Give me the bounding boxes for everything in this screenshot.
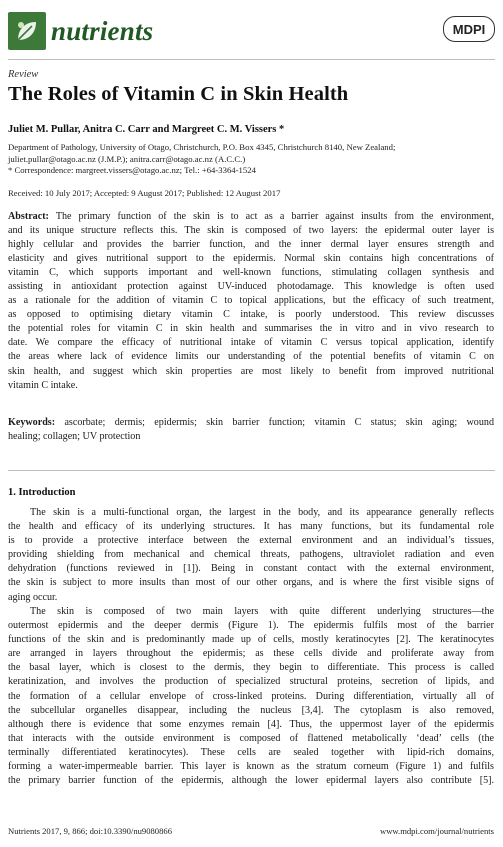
footer-url[interactable]: www.mdpi.com/journal/nutrients — [379, 826, 494, 836]
paragraph-line: The skin is a multi-functional organ, the largest in the body, and its appearance generally reflects — [30, 507, 494, 518]
paragraph-line: keratinization, and involves the production of specialized structural proteins, secretion of lipids, and — [8, 676, 494, 688]
journal-header — [8, 12, 495, 52]
paragraph-line: is to provide a protective interface between the external environment and an individual’s tissues, — [8, 535, 494, 547]
correspondence: * Correspondence: margreet.vissers@otago.ac.nz; Tel.: +64-3364-1524 — [8, 165, 256, 175]
keywords-label: Keywords: — [8, 417, 56, 428]
journal-name: nutrients — [51, 16, 154, 46]
abstract-line: the potential roles for vitamin C in skin health and summarises the in vitro and in vivo research to — [8, 323, 494, 335]
keywords-line: Keywords: ascorbate; dermis; epidermis; skin barrier function; vitamin C status; skin aging; wound — [8, 417, 494, 428]
author-list: Juliet M. Pullar, Anitra C. Carr and Margreet C. M. Vissers * — [8, 124, 285, 135]
paragraph-line: aging occur. — [8, 591, 58, 603]
paragraph-line: dehydration (functions reviewed in [1]). Being in constant contact with the external environment, — [8, 563, 494, 575]
paragraph-line: are arranged in layers throughout the epidermis; as these cells divide and proliferate away from — [8, 648, 494, 660]
abstract-line: vitamin C, which supports important and well-known functions, stimulating collagen synthesis and — [8, 267, 494, 279]
abstract-line: date. We compare the efficacy of nutritional intake of vitamin C versus topical application, identify — [8, 337, 494, 349]
abstract-line: elasticity and gives nutritional support to the epidermis. Normal skin contains high concentrations of — [8, 253, 494, 265]
publisher-logo: MDPI — [443, 16, 495, 42]
section-heading: 1. Introduction — [8, 487, 76, 498]
abstract-line: as opposed to optimising dietary vitamin C intake, is poorly understood. This review discusses — [8, 309, 494, 321]
paragraph-line: terminally differentiated keratinocytes). These cells are sealed together with lipid-rich domains, — [8, 746, 494, 758]
abstract-line: and its unique structure reflects this. The skin is composed of two layers: the epidermal outer layer is — [8, 225, 494, 237]
abstract-line: the areas where lack of evidence limits our understanding of the potential benefits of vitamin C on — [8, 351, 494, 363]
abstract-line: Abstract: The primary function of the skin is to act as a barrier against insults from the environment, — [8, 211, 494, 222]
affiliation-line: Department of Pathology, University of Otago, Christchurch, P.O. Box 4345, Christchurch 8140, New Zealand; — [8, 142, 396, 152]
paragraph-line: providing shielding from mechanical and chemical threats, pathogens, ultraviolet radiation and even — [8, 549, 494, 561]
paragraph-line: the primary barrier function of the epidermis, although the lower epidermal layers also contribute [5]. — [8, 775, 494, 787]
abstract-label: Abstract: — [8, 211, 49, 222]
abstract-line: skin health, and suggest which skin properties are most likely to benefit from improved nutritional — [8, 365, 494, 377]
paragraph-line: forming a water-impermeable barrier. This layer is known as the stratum corneum (Figure 1) and fulfils — [8, 761, 494, 773]
abstract-line: as a rationale for the addition of vitamin C to topical applications, but the efficacy of such treatment, — [8, 295, 494, 307]
paragraph-line: the basal layer, which is closest to the dermis, they begin to differentiate. This process is called — [8, 662, 494, 674]
keywords-line: healing; collagen; UV protection — [8, 431, 141, 443]
journal-logo-icon — [8, 12, 46, 50]
header-divider — [8, 59, 495, 60]
abstract-line: highly cellular and provides the barrier function, and the inner dermal layer ensures strength and — [8, 239, 494, 251]
paragraph-line: the formation of a cellular envelope of cross-linked proteins. During differentiation, virtually all of — [8, 690, 494, 702]
abstract — [8, 210, 494, 393]
paragraph — [8, 506, 494, 605]
paragraph-line: although there is evidence that some enzymes remain [4]. Thus, the uppermost layer of the epidermis — [8, 718, 494, 730]
paragraph-line: that interacts with the outside environment is composed of flattened metabolically ‘dead’ cells (the — [8, 732, 494, 744]
article-type: Review — [8, 69, 39, 80]
publication-dates: Received: 10 July 2017; Accepted: 9 August 2017; Published: 12 August 2017 — [8, 188, 281, 198]
author-emails: juliet.pullar@otago.ac.nz (J.M.P.); anitra.carr@otago.ac.nz (A.C.C.) — [8, 153, 246, 164]
footer-citation: Nutrients 2017, 9, 866; doi:10.3390/nu9080866 — [8, 826, 172, 836]
article-title: The Roles of Vitamin C in Skin Health — [8, 83, 349, 105]
section-divider — [8, 470, 495, 471]
paragraph-line: the subcellular organelles disappear, including the nucleus [3,4]. The cytoplasm is also removed, — [8, 704, 494, 716]
paragraph-line: functions of the skin and is predominantly made up of cells, mostly keratinocytes [2]. The keratinocytes — [8, 634, 494, 646]
paragraph-line: the skin is subject to more insults than most of our other organs, and is where the first visible signs of — [8, 577, 494, 589]
abstract-line: assisting in antioxidant protection against UV-induced photodamage. This knowledge is often used — [8, 281, 494, 293]
keywords — [8, 416, 494, 444]
paragraph-line: the health and efficacy of its underlying structures. It has many functions, but its fundamental role — [8, 521, 494, 533]
paragraph — [8, 605, 494, 788]
paragraph-line: outermost epidermis and the deeper dermis (Figure 1). The epidermis fulfils most of the barrier — [8, 620, 494, 632]
paragraph-line: The skin is composed of two main layers with quite different underlying structures—the — [30, 606, 494, 617]
abstract-line: vitamin C intake. — [8, 379, 78, 391]
